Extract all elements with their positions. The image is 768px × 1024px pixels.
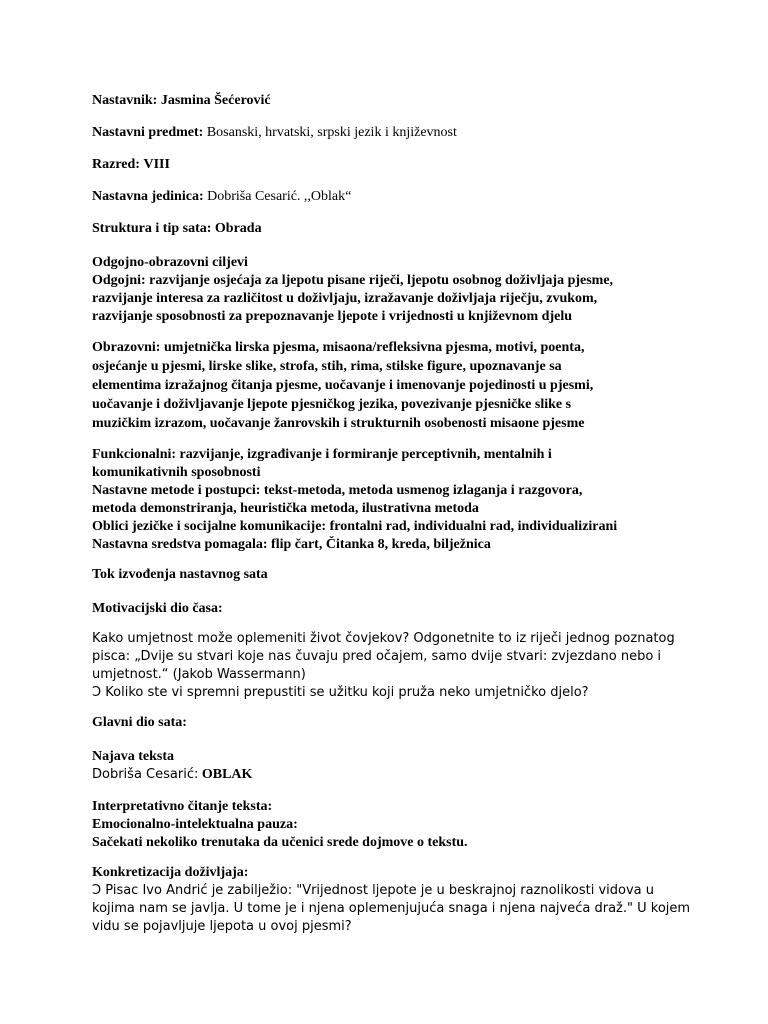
motivation-line: pisca: „Dvije su stvari koje nas čuvaju pred očajem, samo dvije stvari: zvjezdano nebo i xyxy=(92,649,662,664)
grade-value: VIII xyxy=(143,157,170,172)
motivation-line: Kako umjetnost može oplemeniti život čovjekov? Odgonetnite to iz riječi jednog poznatog xyxy=(92,631,675,646)
grade-line xyxy=(92,156,692,174)
pause-line: Emocionalno-intelektualna pauza: xyxy=(92,817,298,832)
methods-line: metoda demonstriranja, heuristička metoda, ilustrativna metoda xyxy=(92,501,479,516)
motivation-question: Ͻ Koliko ste vi spremni prepustiti se užitku koji pruža neko umjetničko djelo? xyxy=(92,685,589,700)
goals-learning-line: osjećanje u pjesmi, lirske slike, strofa, stih, rima, stilske figure, upoznavanje sa xyxy=(92,359,562,374)
concretization-section xyxy=(92,864,692,936)
functional-line: komunikativnih sposobnosti xyxy=(92,465,261,480)
subject-line xyxy=(92,124,692,142)
announcement-heading: Najava teksta xyxy=(92,749,175,764)
teacher-name: Jasmina Šećerović xyxy=(160,93,271,108)
teaching-aids-line: Nastavna sredstva pomagala: flip čart, Čitanka 8, kreda, bilježnica xyxy=(92,537,491,552)
goals-educational-line: razvijanje interesa za različitost u doživljaju, izražavanje doživljaja riječju, zvukom, xyxy=(92,291,598,306)
goals-educational-line: Odgojni: razvijanje osjećaja za ljepotu pisane riječi, ljepotu osobnog doživljaja pjesme, xyxy=(92,273,614,288)
concretization-line: vidu se pojavljuje ljepota u ovoj pjesmi? xyxy=(92,919,352,934)
announcement-author: Dobriša Cesarić: xyxy=(92,767,199,782)
goals-educational-line: razvijanje sposobnosti za prepoznavanje ljepote i vrijednosti u književnom djelu xyxy=(92,309,573,324)
reading-section xyxy=(92,798,692,852)
reading-line: Interpretativno čitanje teksta: xyxy=(92,799,273,814)
concretization-heading: Konkretizacija doživljaja: xyxy=(92,865,249,880)
goals-learning-line: elementima izražajnog čitanja pjesme, uočavanje i imenovanje pojedinosti u pjesmi, xyxy=(92,378,594,393)
goals-learning-line: Obrazovni: umjetnička lirska pjesma, misaona/refleksivna pjesma, motivi, poenta, xyxy=(92,340,585,355)
functional-line: Funkcionalni: razvijanje, izgrađivanje i formiranje perceptivnih, mentalnih i xyxy=(92,447,552,462)
teacher-line xyxy=(92,92,692,110)
grade-label: Razred: xyxy=(92,157,140,172)
structure-value: Obrada xyxy=(214,221,262,236)
communication-forms-line: Oblici jezičke i socijalne komunikacije: frontalni rad, individualni rad, individualizirani xyxy=(92,519,618,534)
goals-section xyxy=(92,254,692,326)
unit-value: Dobriša Cesarić. ,,Oblak“ xyxy=(207,189,352,204)
announcement-section xyxy=(92,748,692,784)
motivation-heading: Motivacijski dio časa: xyxy=(92,601,223,616)
motivation-line: umjetnost.“ (Jakob Wassermann) xyxy=(92,667,306,682)
instruction-line: Sačekati nekoliko trenutaka da učenici srede dojmove o tekstu. xyxy=(92,835,468,850)
methods-line: Nastavne metode i postupci: tekst-metoda, metoda usmenog izlaganja i razgovora, xyxy=(92,483,583,498)
subject-value: Bosanski, hrvatski, srpski jezik i književnost xyxy=(206,125,457,140)
structure-label: Struktura i tip sata: xyxy=(92,221,212,236)
announcement-title: OBLAK xyxy=(201,767,253,782)
goals-heading: Odgojno-obrazovni ciljevi xyxy=(92,255,248,270)
motivation-text xyxy=(92,630,692,702)
concretization-line: Ͻ Pisac Ivo Andrić je zabilježio: "Vrijednost ljepote je u beskrajnoj raznolikosti vidova u xyxy=(92,883,655,898)
teacher-label: Nastavnik: xyxy=(92,93,158,108)
goals-learning xyxy=(92,338,692,433)
concretization-line: kojima nam se javlja. U tome je i njena oplemenjujuća snaga i njena najveća draž." U kojem xyxy=(92,901,691,916)
subject-label: Nastavni predmet: xyxy=(92,125,204,140)
goals-functional xyxy=(92,446,692,554)
goals-learning-line: uočavanje i doživljavanje ljepote pjesničkog jezika, povezivanje pjesničke slike s xyxy=(92,397,572,412)
goals-learning-line: muzičkim izrazom, uočavanje žanrovskih i strukturnih osobenosti misaone pjesme xyxy=(92,416,585,431)
structure-line xyxy=(92,220,692,238)
unit-label: Nastavna jedinica: xyxy=(92,189,204,204)
announcement-line xyxy=(92,766,692,784)
main-part-heading: Glavni dio sata: xyxy=(92,715,187,730)
unit-line xyxy=(92,188,692,206)
flow-heading: Tok izvođenja nastavnog sata xyxy=(92,567,268,582)
